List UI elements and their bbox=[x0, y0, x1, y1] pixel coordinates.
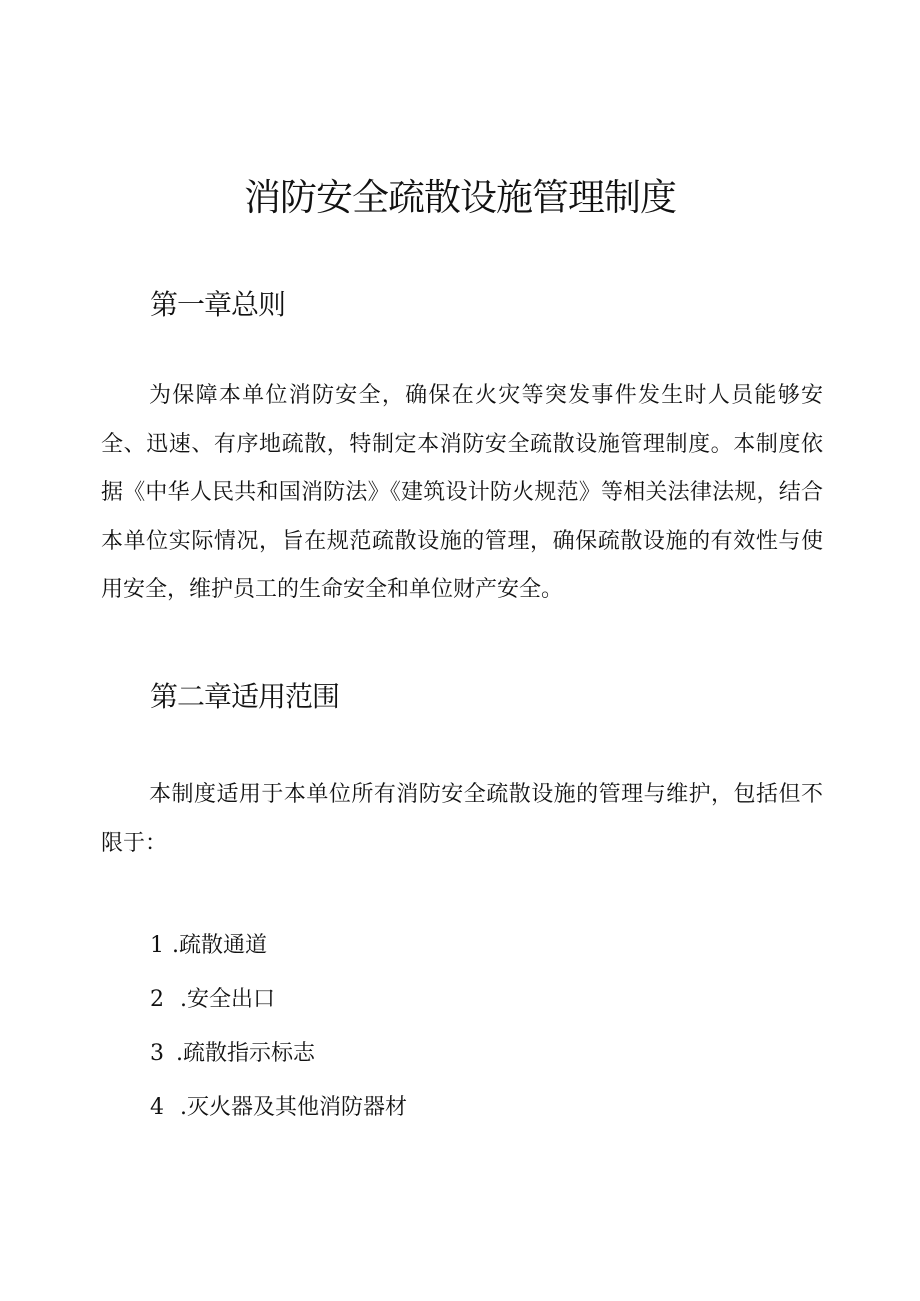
chapter-1-heading: 第一章总则 bbox=[150, 288, 286, 321]
list-item bbox=[150, 976, 407, 1030]
list-item-number: 1 bbox=[150, 933, 164, 958]
chapter-2-heading: 第二章适用范围 bbox=[150, 680, 340, 713]
chapter-2-paragraph: 本制度适用于本单位所有消防安全疏散设施的管理与维护，包括但不限于： bbox=[101, 782, 823, 856]
chapter-1-paragraph: 为保障本单位消防安全，确保在火灾等突发事件发生时人员能够安全、迅速、有序地疏散，特制定本消防安全疏散设施管理制度。本制度依据《中华人民共和国消防法》《建筑设计防火规范》等相关法律法规，结合本单位实际情况，旨在规范疏散设施的管理，确保疏散设施的有效性与使用安全，维护员工的生命安全和单位财产安全。 bbox=[101, 383, 823, 603]
list-item-number: 4 bbox=[150, 1095, 164, 1120]
list-item bbox=[150, 922, 407, 976]
list-item-number: 2 bbox=[150, 987, 164, 1012]
list-item-text: .安全出口 bbox=[180, 987, 275, 1012]
list-item-number: 3 bbox=[150, 1041, 164, 1066]
scope-list bbox=[150, 922, 407, 1138]
list-item-text: .疏散通道 bbox=[172, 933, 267, 958]
list-item-text: .灭火器及其他消防器材 bbox=[180, 1095, 407, 1120]
list-item bbox=[150, 1030, 407, 1084]
document-title: 消防安全疏散设施管理制度 bbox=[244, 176, 676, 219]
list-item-text: .疏散指示标志 bbox=[176, 1041, 315, 1066]
list-item bbox=[150, 1084, 407, 1138]
